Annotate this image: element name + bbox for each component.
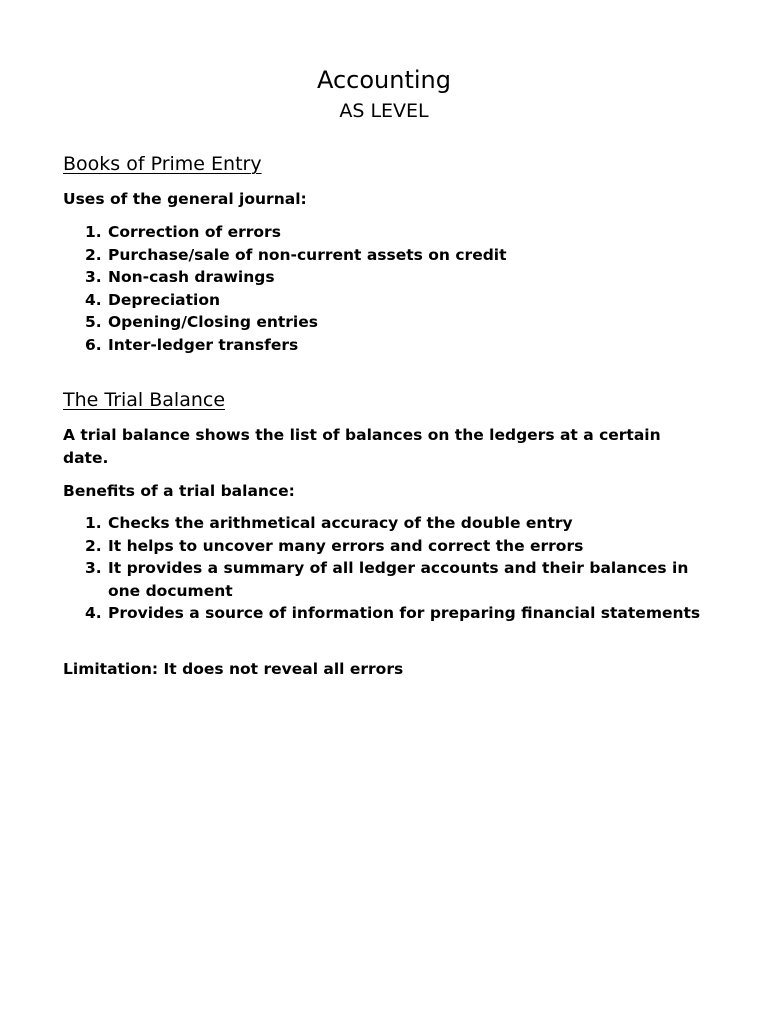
list-item-text: Inter-ledger transfers	[108, 335, 299, 354]
document-title: Accounting	[316, 66, 451, 94]
general-journal-intro: Uses of the general journal:	[63, 190, 307, 208]
list-item-number: 4.	[85, 290, 102, 309]
section-heading-books-of-prime-entry: Books of Prime Entry	[63, 153, 262, 175]
list-item	[63, 557, 708, 602]
list-item-text: Opening/Closing entries	[108, 313, 318, 332]
trial-balance-definition: A trial balance shows the list of balances on the ledgers at a certain date.	[63, 426, 661, 467]
list-item-text: It helps to uncover many errors and correct the errors	[108, 536, 584, 555]
list-item-text: Non-cash drawings	[108, 268, 275, 287]
trial-balance-benefits-list	[63, 512, 708, 625]
list-item-text: Correction of errors	[108, 223, 281, 241]
list-item-text: Purchase/sale of non-current assets on credit	[108, 245, 507, 264]
list-item	[63, 289, 708, 312]
list-item-number: 2.	[85, 245, 102, 264]
list-item-number: 4.	[85, 604, 102, 623]
list-item-text: Provides a source of information for preparing financial statements	[108, 604, 701, 623]
list-item-number: 3.	[85, 268, 102, 287]
list-item	[63, 602, 708, 625]
list-item-number: 1.	[85, 514, 102, 532]
list-item-text: Depreciation	[108, 290, 220, 309]
document-subtitle: AS LEVEL	[339, 100, 429, 122]
trial-balance-limitation: Limitation: It does not reveal all errors	[63, 660, 404, 678]
section-heading-trial-balance: The Trial Balance	[63, 389, 226, 411]
list-item-number: 5.	[85, 313, 102, 332]
list-item-text: Checks the arithmetical accuracy of the double entry	[108, 514, 573, 532]
list-item	[63, 266, 708, 289]
list-item	[63, 334, 708, 357]
list-item-text: It provides a summary of all ledger accounts and their balances in one document	[108, 559, 689, 600]
list-item-number: 6.	[85, 335, 102, 354]
list-item	[63, 244, 708, 267]
list-item	[63, 535, 708, 558]
trial-balance-benefits-intro: Benefits of a trial balance:	[63, 482, 295, 500]
list-item-number: 3.	[85, 559, 102, 578]
list-item-number: 1.	[85, 223, 102, 241]
list-item	[63, 221, 708, 244]
list-item	[63, 512, 708, 535]
list-item	[63, 311, 708, 334]
list-item-number: 2.	[85, 536, 102, 555]
general-journal-uses-list	[63, 221, 708, 357]
